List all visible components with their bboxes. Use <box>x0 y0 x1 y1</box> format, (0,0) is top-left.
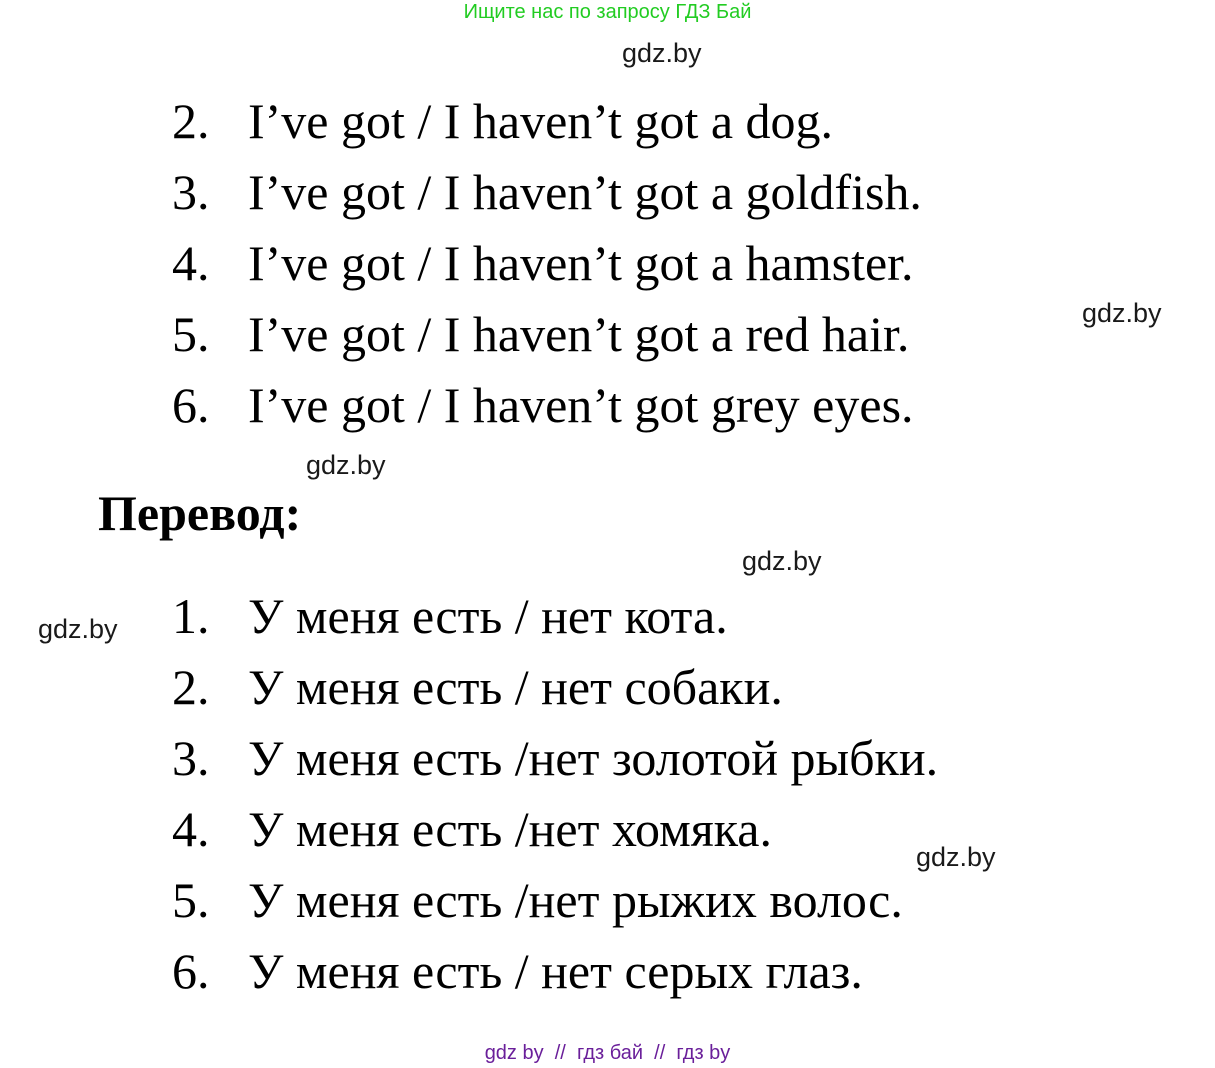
watermark: gdz.by <box>622 38 702 68</box>
item-number: 3. <box>172 730 210 786</box>
watermark: gdz.by <box>916 842 996 872</box>
top-banner: Ищите нас по запросу ГДЗ Бай <box>463 1 752 23</box>
item-text: У меня есть /нет хомяка. <box>248 801 772 857</box>
watermark: gdz.by <box>306 450 386 480</box>
item-number: 3. <box>172 164 210 220</box>
item-text: У меня есть /нет золотой рыбки. <box>248 730 939 786</box>
item-text: I’ve got / I haven’t got grey eyes. <box>248 377 914 433</box>
item-number: 5. <box>172 306 210 362</box>
item-number: 4. <box>172 801 210 857</box>
item-text: У меня есть / нет собаки. <box>248 659 783 715</box>
item-number: 1. <box>172 588 210 644</box>
translation-heading: Перевод: <box>98 485 302 541</box>
item-text: I’ve got / I haven’t got a red hair. <box>248 306 910 362</box>
item-text: У меня есть / нет кота. <box>248 588 728 644</box>
item-text: I’ve got / I haven’t got a dog. <box>248 93 834 149</box>
watermark: gdz.by <box>742 546 822 576</box>
footer-watermark: gdz by // гдз бай // гдз by <box>484 1042 731 1064</box>
watermark: gdz.by <box>38 614 118 644</box>
item-number: 5. <box>172 872 210 928</box>
item-number: 6. <box>172 377 210 433</box>
item-text: У меня есть / нет серых глаз. <box>248 943 863 999</box>
watermark: gdz.by <box>1082 298 1162 328</box>
item-number: 2. <box>172 659 210 715</box>
item-text: I’ve got / I haven’t got a hamster. <box>248 235 914 291</box>
item-text: I’ve got / I haven’t got a goldfish. <box>248 164 922 220</box>
item-text: У меня есть /нет рыжих волос. <box>248 872 903 928</box>
item-number: 2. <box>172 93 210 149</box>
item-number: 6. <box>172 943 210 999</box>
item-number: 4. <box>172 235 210 291</box>
